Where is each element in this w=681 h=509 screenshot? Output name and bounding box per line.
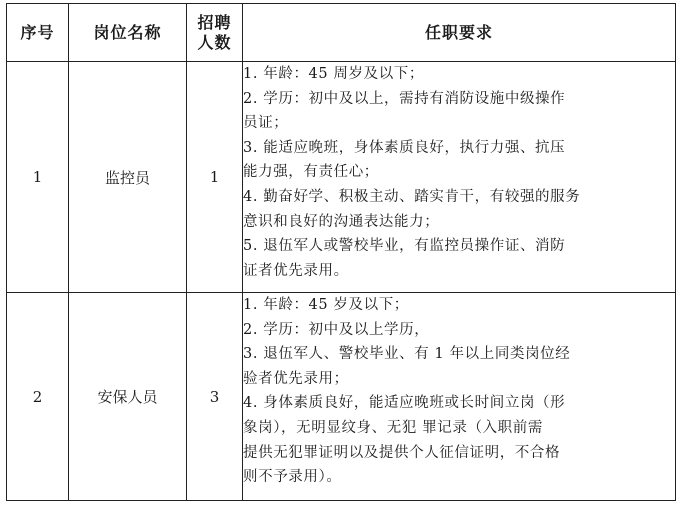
requirement-line: 3. 退伍军人、警校毕业、有 1 年以上同类岗位经 <box>243 346 571 363</box>
header-seq: 序号 <box>7 4 69 62</box>
requirement-line: 2. 学历：初中及以上，需持有消防设施中级操作 <box>243 90 566 107</box>
header-requirements: 任职要求 <box>243 4 676 62</box>
header-position: 岗位名称 <box>69 4 187 62</box>
requirement-line: 提供无犯罪证明以及提供个人征信证明，不合格 <box>243 444 561 461</box>
requirement-line: 象岗），无明显纹身、无犯 罪记录（入职前需 <box>243 419 543 436</box>
requirement-line: 证者优先录用。 <box>243 262 349 279</box>
requirement-line: 能力强，有责任心； <box>243 164 379 181</box>
table-row <box>7 293 676 501</box>
requirement-line: 验者优先录用； <box>243 370 349 387</box>
requirement-line: 则不予录用）。 <box>243 469 342 486</box>
requirement-line: 1. 年龄：45 岁及以下； <box>243 297 409 313</box>
recruitment-table <box>6 3 676 501</box>
requirement-line: 意识和良好的沟通表达能力； <box>243 213 440 230</box>
table-row <box>7 62 676 293</box>
requirement-line: 员证； <box>243 115 289 132</box>
requirement-line: 4. 身体素质良好，能适应晚班或长时间立岗（形 <box>243 395 566 412</box>
row-requirements <box>243 62 676 293</box>
row-position: 监控员 <box>69 62 187 293</box>
table-header-row <box>7 4 676 62</box>
row-seq: 2 <box>7 293 69 501</box>
header-count <box>187 4 243 62</box>
requirement-line: 3. 能适应晚班，身体素质良好，执行力强、抗压 <box>243 139 566 156</box>
row-position: 安保人员 <box>69 293 187 501</box>
requirement-line: 4. 勤奋好学、积极主动、踏实肯干，有较强的服务 <box>243 188 581 205</box>
header-count-line1: 招聘 <box>197 12 232 32</box>
header-count-line2: 人数 <box>197 32 232 52</box>
requirement-line: 5. 退伍军人或警校毕业，有监控员操作证、消防 <box>243 238 566 255</box>
row-seq: 1 <box>7 62 69 293</box>
requirement-line: 1. 年龄：45 周岁及以下； <box>243 66 425 82</box>
row-requirements <box>243 293 676 501</box>
row-count: 1 <box>187 62 243 293</box>
requirement-line: 2. 学历：初中及以上学历， <box>243 321 430 338</box>
row-count: 3 <box>187 293 243 501</box>
